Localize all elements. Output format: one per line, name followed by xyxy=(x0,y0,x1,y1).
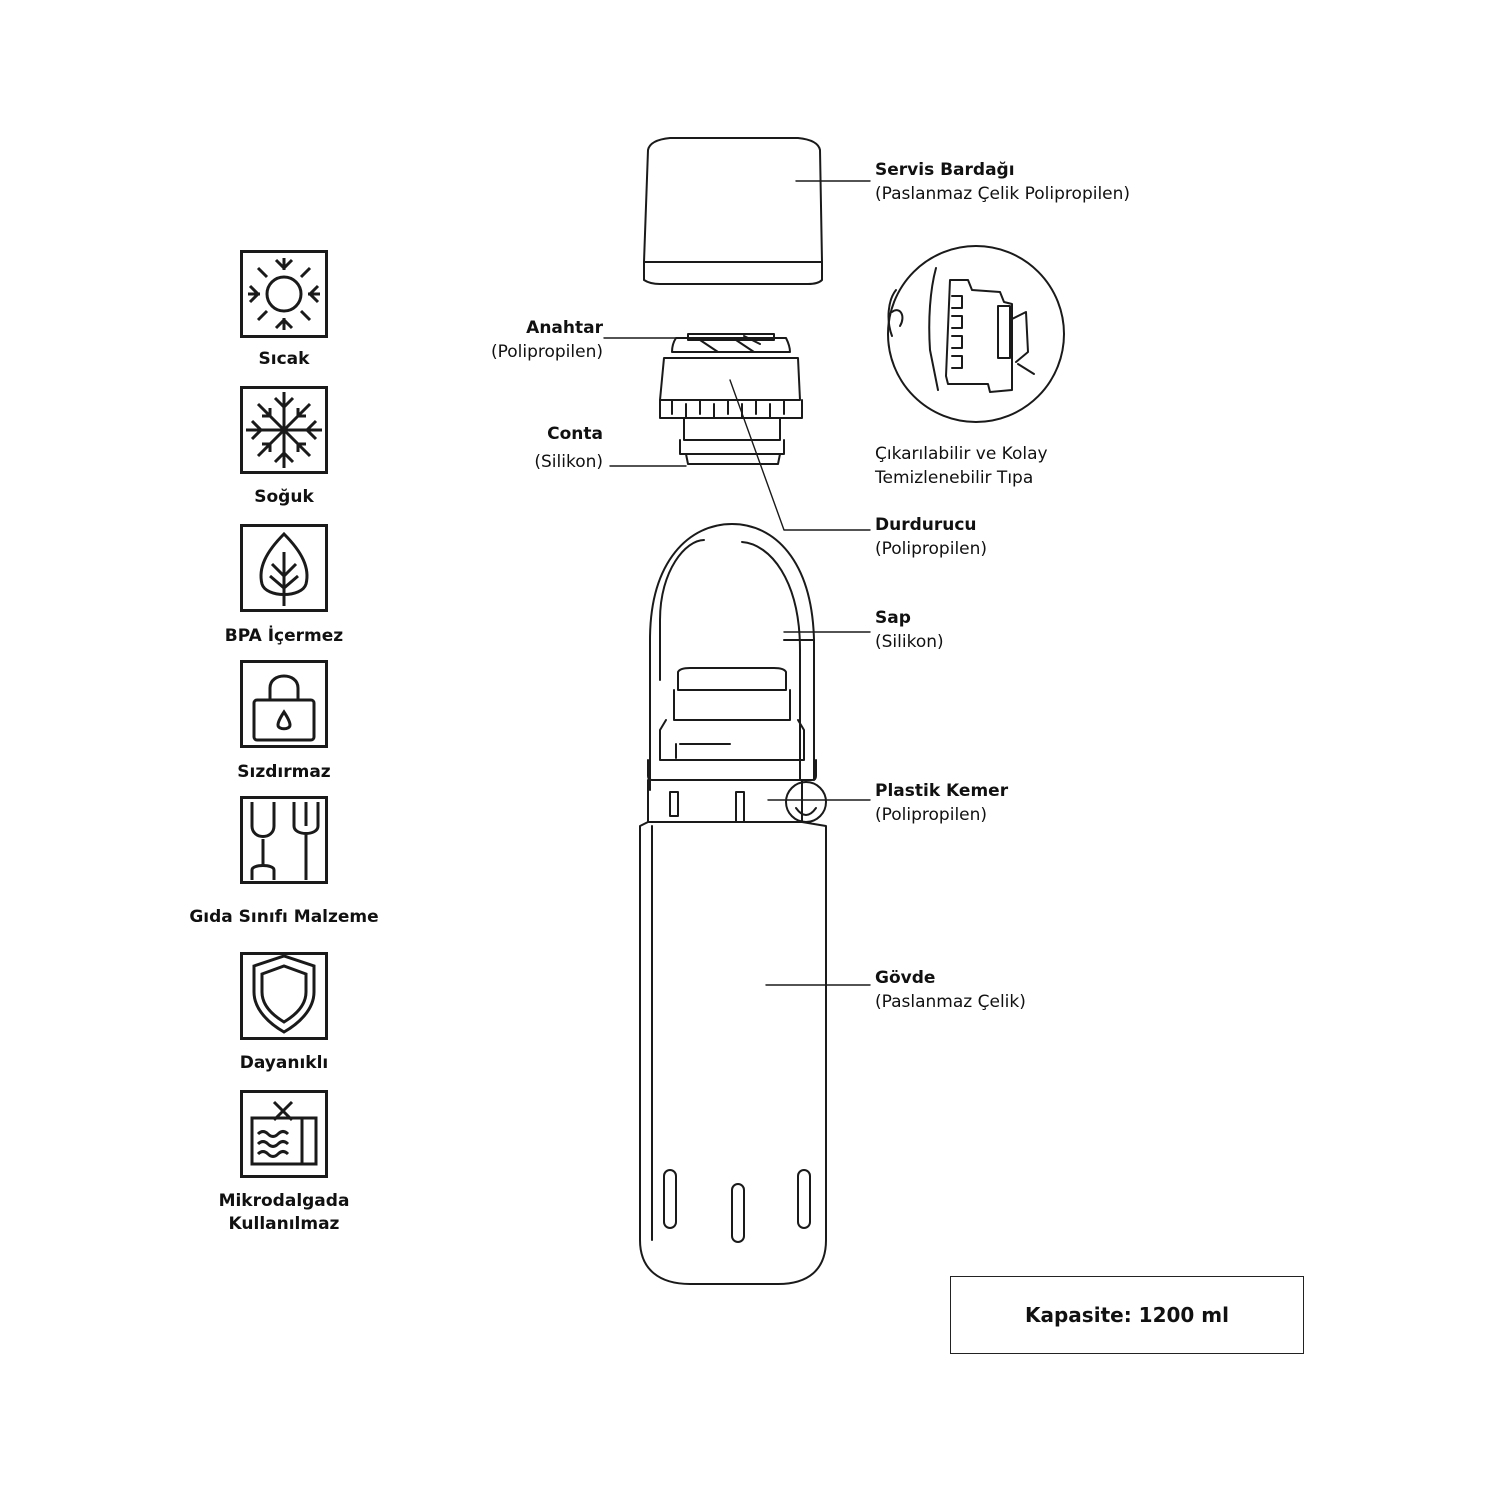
label-material: (Silikon) xyxy=(875,632,944,652)
label-title: Anahtar xyxy=(526,318,603,338)
label-title: Plastik Kemer xyxy=(875,781,1009,801)
leader-lines xyxy=(604,181,870,985)
detail-caption-line: Çıkarılabilir ve Kolay xyxy=(875,444,1048,464)
label-seal xyxy=(534,422,603,474)
capacity-text: Kapasite: 1200 ml xyxy=(1025,1303,1229,1327)
label-material: (Paslanmaz Çelik) xyxy=(875,992,1026,1012)
label-plastic-belt xyxy=(875,779,1008,827)
label-material: (Silikon) xyxy=(534,452,603,472)
capacity-box xyxy=(950,1276,1304,1354)
feature-label-cold: Soğuk xyxy=(254,487,314,507)
label-title: Durdurucu xyxy=(875,515,977,535)
detail-caption-line: Temizlenebilir Tıpa xyxy=(875,468,1034,488)
label-handle xyxy=(875,606,944,654)
bottle-body xyxy=(640,822,826,1284)
stopper xyxy=(660,334,802,464)
feature-label-food-grade: Gıda Sınıfı Malzeme xyxy=(189,907,379,927)
label-material: (Polipropilen) xyxy=(875,539,988,559)
serving-cup xyxy=(644,138,822,284)
label-material: (Polipropilen) xyxy=(875,805,988,825)
label-material: (Paslanmaz Çelik Polipropilen) xyxy=(875,184,1131,204)
feature-label-bpa-free: BPA İçermez xyxy=(224,626,344,646)
label-title: Servis Bardağı xyxy=(875,160,1015,180)
detail-circle-view xyxy=(888,246,1064,422)
feature-label-no-microwave: Mikrodalgada Kullanılmaz xyxy=(218,1191,350,1234)
label-title: Conta xyxy=(547,424,603,444)
label-serving-cup xyxy=(875,158,1130,206)
label-key xyxy=(491,316,603,364)
feature-label-leakproof: Sızdırmaz xyxy=(237,762,331,782)
label-body xyxy=(875,966,1026,1014)
label-detail-caption xyxy=(875,442,1048,490)
bottle-neck xyxy=(660,668,804,760)
label-material: (Polipropilen) xyxy=(490,342,603,362)
label-title: Gövde xyxy=(875,968,936,988)
feature-label-durable: Dayanıklı xyxy=(239,1053,329,1073)
handle-strap xyxy=(650,524,814,790)
label-stopper xyxy=(875,513,987,561)
label-title: Sap xyxy=(875,608,911,628)
feature-label-hot: Sıcak xyxy=(258,349,310,369)
